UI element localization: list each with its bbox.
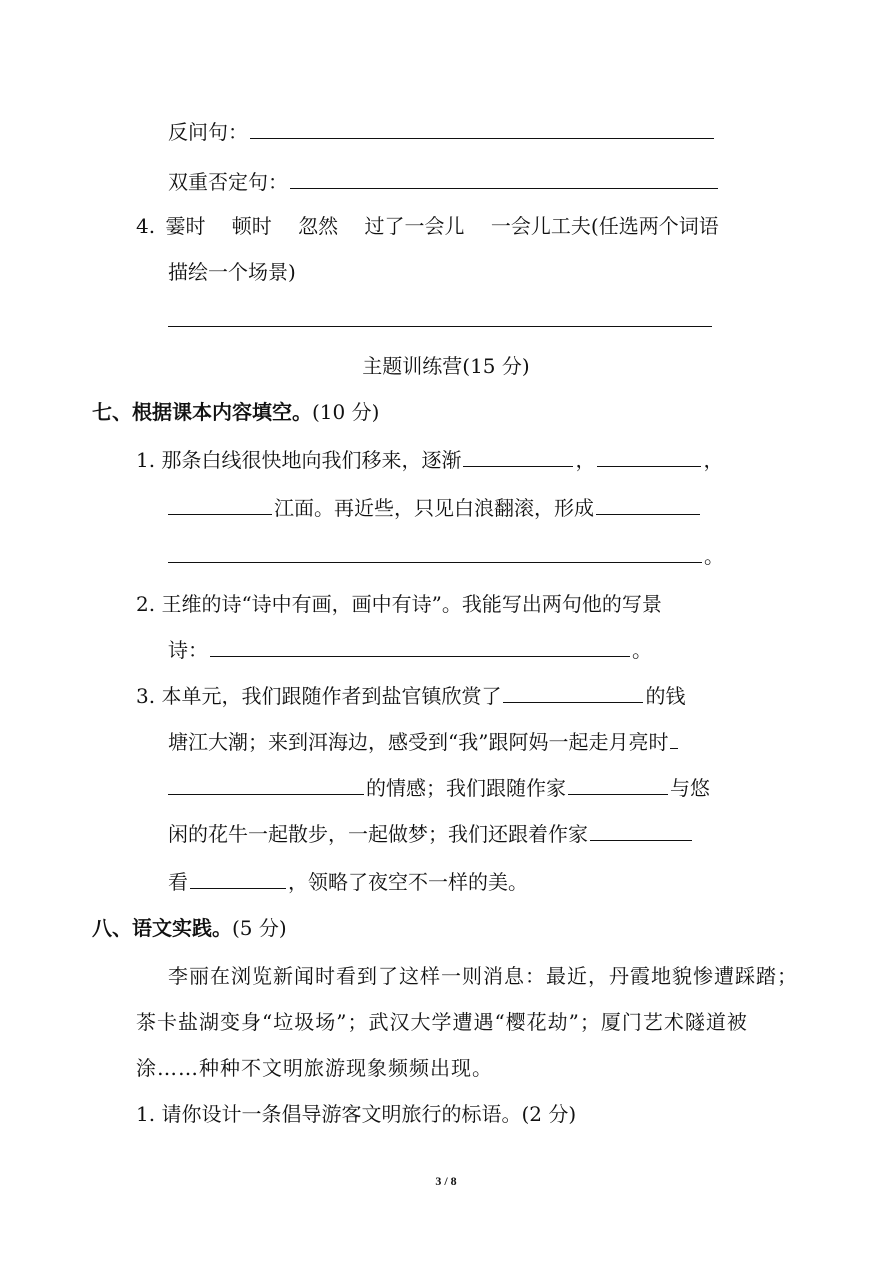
- s8-para-1: 李丽在浏览新闻时看到了这样一则消息：最近，丹霞地貌惨遭踩踏；: [168, 964, 798, 988]
- s7-q1-line-c: [168, 542, 724, 570]
- s7-q3-text-c2: 与悠: [670, 776, 710, 800]
- item4-line: [136, 212, 719, 240]
- s7-q3-line-b: [168, 728, 680, 756]
- s8-para-3: 涂……种种不文明旅游现象频频出现。: [136, 1056, 493, 1080]
- s7-q3-text-c: 的情感；我们跟随作家: [366, 776, 566, 800]
- s7-q1-comma-1: ，: [575, 448, 596, 472]
- rhetorical-label: 反问句：: [168, 120, 248, 144]
- s7-q1-blank-5[interactable]: [168, 542, 702, 563]
- item4-instruction-b: 描绘一个场景): [168, 260, 296, 284]
- s8-q1-line: [136, 1100, 576, 1128]
- theme-title: 主题训练营(15 分): [362, 354, 530, 378]
- s7-q1-blank-4[interactable]: [596, 494, 700, 515]
- section8-heading: 八、语文实践。: [92, 916, 232, 940]
- s7-q2-line-a: [136, 590, 662, 618]
- s7-q3-blank-1[interactable]: [503, 682, 643, 703]
- rhetorical-answer-blank[interactable]: [250, 118, 714, 139]
- s7-q3-text-a: 3. 本单元，我们跟随作者到盐官镇欣赏了: [136, 684, 502, 708]
- s7-q3-line-e: [168, 868, 528, 896]
- item4-instruction-line: [168, 258, 296, 286]
- s7-q2-line-b: [168, 636, 652, 664]
- s7-q3-blank-2b[interactable]: [168, 774, 364, 795]
- s7-q1-text-b: 江面。再近些，只见白浪翻滚，形成: [274, 496, 594, 520]
- item4-words: 霎时 顿时 忽然 过了一会儿 一会儿工夫: [165, 214, 591, 238]
- s7-q3-blank-2a[interactable]: [670, 728, 678, 749]
- s7-q3-line-a: [136, 682, 685, 710]
- double-negative-label: 双重否定句：: [168, 170, 288, 194]
- s7-q3-line-d: [168, 820, 694, 848]
- s7-q2-text-b: 诗：: [168, 638, 208, 662]
- s7-q2-blank[interactable]: [210, 636, 630, 657]
- s8-q1-text: 1. 请你设计一条倡导游客文明旅行的标语。(2 分): [136, 1102, 577, 1126]
- double-negative-line: [168, 168, 720, 196]
- s7-q2-period: 。: [632, 638, 652, 662]
- s7-q3-text-b: 塘江大潮；来到洱海边，感受到“我”跟阿妈一起走月亮时: [168, 730, 669, 754]
- s7-q3-blank-5[interactable]: [190, 868, 286, 889]
- double-negative-answer-blank[interactable]: [290, 168, 718, 189]
- s7-q1-comma-2: ，: [703, 448, 724, 472]
- s7-q3-text-d: 闲的花牛一起散步，一起做梦；我们还跟着作家: [168, 822, 588, 846]
- s7-q3-blank-4[interactable]: [590, 820, 692, 841]
- section7-score: (10 分): [312, 400, 380, 424]
- section8-heading-line: [92, 914, 287, 942]
- item4-instruction-a: (任选两个词语: [590, 214, 719, 238]
- s7-q1-period: 。: [704, 544, 724, 568]
- s8-para-line-1: [168, 962, 798, 990]
- s8-para-line-3: [136, 1054, 493, 1082]
- s7-q3-text-e2: ，领略了夜空不一样的美。: [288, 870, 528, 894]
- s7-q1-line-a: [136, 446, 723, 474]
- s7-q3-text-e: 看: [168, 870, 188, 894]
- s7-q1-line-b: [168, 494, 702, 522]
- s7-q3-blank-3[interactable]: [568, 774, 668, 795]
- s8-para-line-2: [136, 1008, 748, 1036]
- s7-q2-text-a: 2. 王维的诗“诗中有画，画中有诗”。我能写出两句他的写景: [136, 592, 662, 616]
- s7-q3-text-a2: 的钱: [645, 684, 686, 708]
- s7-q1-blank-3[interactable]: [168, 494, 272, 515]
- section7-heading-line: [92, 398, 379, 426]
- s8-para-2: 茶卡盐湖变身“垃圾场”；武汉大学遭遇“樱花劫”；厦门艺术隧道被: [136, 1010, 748, 1034]
- s7-q1-blank-1[interactable]: [463, 446, 573, 467]
- item4-number: 4.: [136, 214, 156, 238]
- item4-answer-blank[interactable]: [168, 306, 712, 327]
- section7-heading: 七、根据课本内容填空。: [92, 400, 312, 424]
- section8-score: (5 分): [232, 916, 287, 940]
- s7-q1-text-a: 1. 那条白线很快地向我们移来，逐渐: [136, 448, 462, 472]
- s7-q3-line-c: [168, 774, 710, 802]
- item4-answer-line: [168, 306, 712, 334]
- s7-q1-blank-2[interactable]: [597, 446, 701, 467]
- rhetorical-question-line: [168, 118, 716, 146]
- page-number: 3 / 8: [435, 1174, 457, 1188]
